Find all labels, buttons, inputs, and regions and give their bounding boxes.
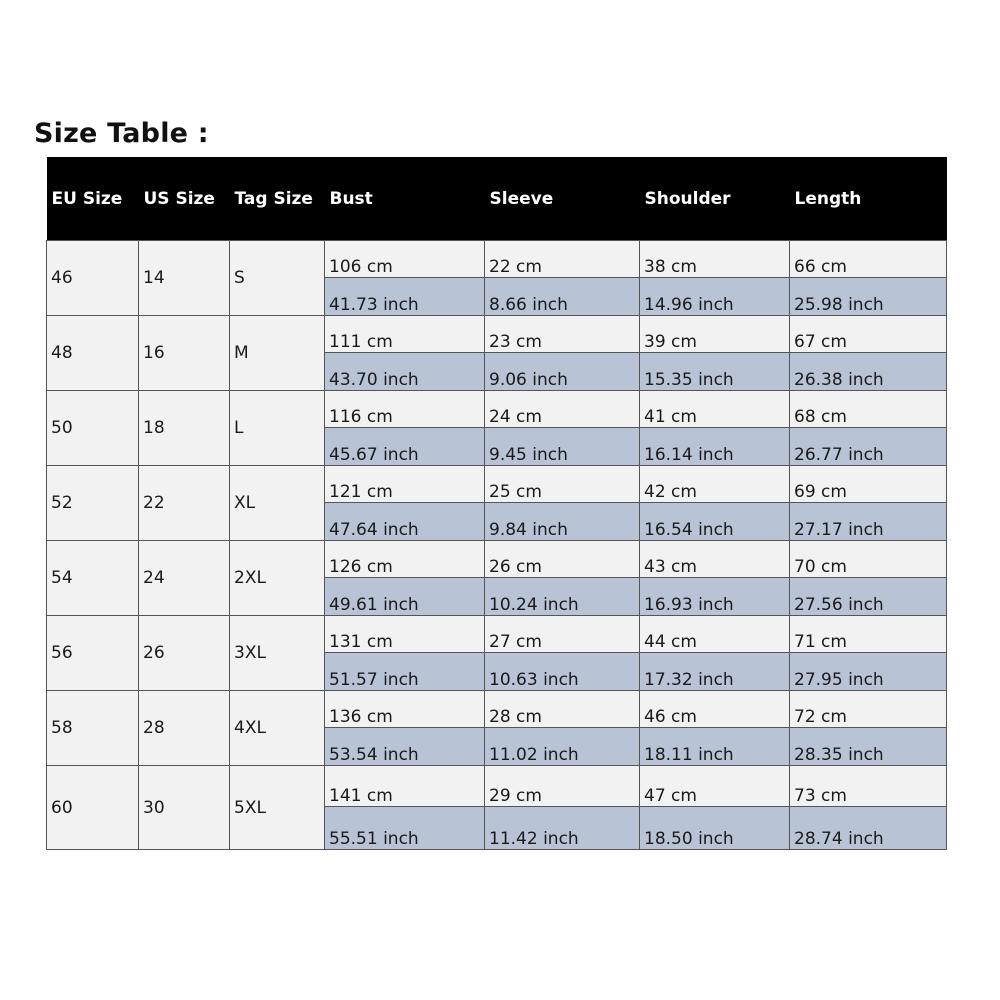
length-cm-cell: 67 cm <box>790 316 947 353</box>
length-inch-cell: 28.74 inch <box>790 807 947 850</box>
tag-size-cell: 5XL <box>230 766 325 850</box>
column-header-length: Length <box>790 157 947 241</box>
bust-cm-cell: 141 cm <box>325 766 485 807</box>
eu-size-cell: 56 <box>47 616 139 691</box>
shoulder-inch-cell: 16.93 inch <box>640 578 790 616</box>
tag-size-cell: S <box>230 241 325 316</box>
shoulder-cm-cell: 41 cm <box>640 391 790 428</box>
shoulder-cm-cell: 39 cm <box>640 316 790 353</box>
sleeve-inch-cell: 9.45 inch <box>485 428 640 466</box>
length-cm-cell: 68 cm <box>790 391 947 428</box>
shoulder-inch-cell: 14.96 inch <box>640 278 790 316</box>
shoulder-cm-cell: 42 cm <box>640 466 790 503</box>
column-header-tag-size: Tag Size <box>230 157 325 241</box>
bust-inch-cell: 49.61 inch <box>325 578 485 616</box>
length-inch-cell: 25.98 inch <box>790 278 947 316</box>
table-body <box>47 241 947 850</box>
length-cm-cell: 69 cm <box>790 466 947 503</box>
shoulder-cm-cell: 43 cm <box>640 541 790 578</box>
shoulder-cm-cell: 46 cm <box>640 691 790 728</box>
table-row-cm <box>47 766 947 807</box>
us-size-cell: 18 <box>139 391 230 466</box>
shoulder-inch-cell: 16.14 inch <box>640 428 790 466</box>
sleeve-cm-cell: 22 cm <box>485 241 640 278</box>
eu-size-cell: 54 <box>47 541 139 616</box>
shoulder-cm-cell: 44 cm <box>640 616 790 653</box>
sleeve-cm-cell: 29 cm <box>485 766 640 807</box>
bust-inch-cell: 41.73 inch <box>325 278 485 316</box>
bust-cm-cell: 131 cm <box>325 616 485 653</box>
table-row-cm <box>47 541 947 578</box>
eu-size-cell: 50 <box>47 391 139 466</box>
length-inch-cell: 27.56 inch <box>790 578 947 616</box>
column-header-sleeve: Sleeve <box>485 157 640 241</box>
us-size-cell: 28 <box>139 691 230 766</box>
size-table <box>46 157 947 850</box>
us-size-cell: 22 <box>139 466 230 541</box>
bust-inch-cell: 53.54 inch <box>325 728 485 766</box>
eu-size-cell: 58 <box>47 691 139 766</box>
column-header-shoulder: Shoulder <box>640 157 790 241</box>
bust-inch-cell: 55.51 inch <box>325 807 485 850</box>
tag-size-cell: 4XL <box>230 691 325 766</box>
us-size-cell: 24 <box>139 541 230 616</box>
length-cm-cell: 72 cm <box>790 691 947 728</box>
bust-inch-cell: 43.70 inch <box>325 353 485 391</box>
sleeve-inch-cell: 10.24 inch <box>485 578 640 616</box>
table-row-cm <box>47 466 947 503</box>
bust-inch-cell: 51.57 inch <box>325 653 485 691</box>
bust-inch-cell: 47.64 inch <box>325 503 485 541</box>
tag-size-cell: L <box>230 391 325 466</box>
page-title: Size Table : <box>34 118 209 149</box>
sleeve-inch-cell: 11.42 inch <box>485 807 640 850</box>
shoulder-inch-cell: 16.54 inch <box>640 503 790 541</box>
sleeve-cm-cell: 25 cm <box>485 466 640 503</box>
length-cm-cell: 70 cm <box>790 541 947 578</box>
eu-size-cell: 60 <box>47 766 139 850</box>
bust-cm-cell: 136 cm <box>325 691 485 728</box>
shoulder-inch-cell: 17.32 inch <box>640 653 790 691</box>
bust-cm-cell: 116 cm <box>325 391 485 428</box>
sleeve-inch-cell: 11.02 inch <box>485 728 640 766</box>
table-row-cm <box>47 391 947 428</box>
eu-size-cell: 52 <box>47 466 139 541</box>
sleeve-cm-cell: 23 cm <box>485 316 640 353</box>
sleeve-cm-cell: 26 cm <box>485 541 640 578</box>
sleeve-inch-cell: 10.63 inch <box>485 653 640 691</box>
length-inch-cell: 28.35 inch <box>790 728 947 766</box>
shoulder-inch-cell: 18.11 inch <box>640 728 790 766</box>
table-row-cm <box>47 316 947 353</box>
sleeve-cm-cell: 28 cm <box>485 691 640 728</box>
eu-size-cell: 46 <box>47 241 139 316</box>
tag-size-cell: M <box>230 316 325 391</box>
sleeve-inch-cell: 9.84 inch <box>485 503 640 541</box>
length-inch-cell: 26.77 inch <box>790 428 947 466</box>
length-inch-cell: 27.95 inch <box>790 653 947 691</box>
table-row-cm <box>47 691 947 728</box>
length-inch-cell: 27.17 inch <box>790 503 947 541</box>
column-header-bust: Bust <box>325 157 485 241</box>
bust-inch-cell: 45.67 inch <box>325 428 485 466</box>
table-header-row <box>47 157 947 241</box>
us-size-cell: 30 <box>139 766 230 850</box>
tag-size-cell: XL <box>230 466 325 541</box>
tag-size-cell: 3XL <box>230 616 325 691</box>
bust-cm-cell: 111 cm <box>325 316 485 353</box>
us-size-cell: 26 <box>139 616 230 691</box>
column-header-eu-size: EU Size <box>47 157 139 241</box>
shoulder-cm-cell: 47 cm <box>640 766 790 807</box>
bust-cm-cell: 126 cm <box>325 541 485 578</box>
shoulder-cm-cell: 38 cm <box>640 241 790 278</box>
us-size-cell: 14 <box>139 241 230 316</box>
shoulder-inch-cell: 15.35 inch <box>640 353 790 391</box>
bust-cm-cell: 106 cm <box>325 241 485 278</box>
shoulder-inch-cell: 18.50 inch <box>640 807 790 850</box>
column-header-us-size: US Size <box>139 157 230 241</box>
eu-size-cell: 48 <box>47 316 139 391</box>
length-inch-cell: 26.38 inch <box>790 353 947 391</box>
table-row-cm <box>47 241 947 278</box>
bust-cm-cell: 121 cm <box>325 466 485 503</box>
length-cm-cell: 71 cm <box>790 616 947 653</box>
sleeve-inch-cell: 8.66 inch <box>485 278 640 316</box>
us-size-cell: 16 <box>139 316 230 391</box>
length-cm-cell: 66 cm <box>790 241 947 278</box>
sleeve-cm-cell: 27 cm <box>485 616 640 653</box>
table-row-cm <box>47 616 947 653</box>
tag-size-cell: 2XL <box>230 541 325 616</box>
sleeve-inch-cell: 9.06 inch <box>485 353 640 391</box>
sleeve-cm-cell: 24 cm <box>485 391 640 428</box>
length-cm-cell: 73 cm <box>790 766 947 807</box>
